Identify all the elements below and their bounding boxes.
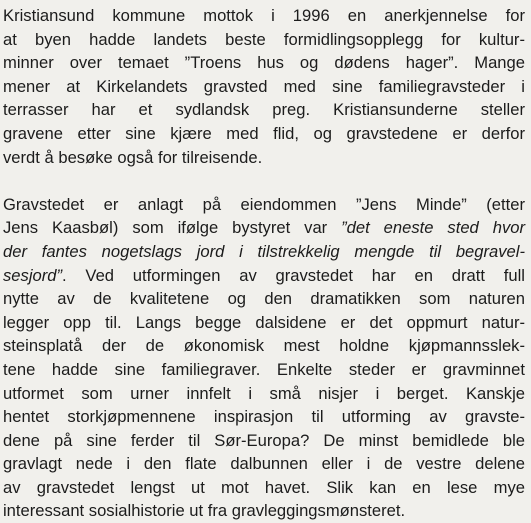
text-line: at byen hadde landets beste formidlingsopplegg for kultur- (3, 29, 525, 49)
text-line: nytte av de kvalitetene og den dramatikken som naturen (3, 289, 525, 309)
paragraph-gap (3, 169, 525, 193)
quote-text: sesjord” (3, 265, 63, 285)
quote-text: der fantes nogetslags jord i tilstrekkelig mengde til begravel- (3, 241, 525, 261)
text-run: Jens Kaasbøl) som ifølge bystyret var (3, 218, 342, 238)
text-line: av gravstedet lengst ut mot havet. Slik kan en lese mye (3, 477, 525, 497)
text-line: gravene etter sine kjære med flid, og gravstedene er derfor (3, 123, 525, 143)
text-run: . Ved utformingen av gravstedet har en dratt full (62, 265, 525, 285)
text-line: terrasser har et sydlandsk preg. Kristiansunderne steller (3, 100, 525, 120)
text-line: dene på sine ferder til Sør-Europa? De minst bemidlede ble (3, 430, 525, 450)
text-line: mener at Kirkelandets gravsted med sine familiegravsteder i (3, 76, 525, 96)
text-line: legger opp til. Langs begge dalsidene er det oppmurt natur- (3, 312, 525, 332)
text-line: Kristiansund kommune mottok i 1996 en anerkjennelse for (3, 6, 525, 25)
text-line: minner over temaet ”Troens hus og dødens hager”. Mange (3, 53, 525, 73)
text-line: gravlagt nede i den flate dalbunnen eller i de vestre delene (3, 454, 525, 474)
text-line: interessant sosialhistorie ut fra gravleggingsmønsteret. (3, 501, 406, 521)
text-line: utformet som urner innfelt i små nisjer i berget. Kanskje (3, 383, 525, 403)
quote-text: ”det eneste sted hvor (341, 218, 526, 238)
paragraph-1 (3, 4, 525, 169)
text-line: hentet storkjøpmennene inspirasjon til utforming av gravste- (3, 407, 525, 427)
text-line (3, 216, 525, 240)
paragraph-2 (3, 193, 525, 523)
text-line: verdt å besøke også for tilreisende. (3, 147, 263, 167)
text-line (3, 264, 525, 288)
text-line: steinsplatå der de økonomisk mest holdne kjøpmannsslek- (3, 336, 525, 356)
text-line (3, 240, 525, 264)
text-line: Gravstedet er anlagt på eiendommen ”Jens Minde” (etter (3, 194, 525, 214)
text-line: tene hadde sine familiegraver. Enkelte steder er gravminnet (3, 359, 525, 379)
